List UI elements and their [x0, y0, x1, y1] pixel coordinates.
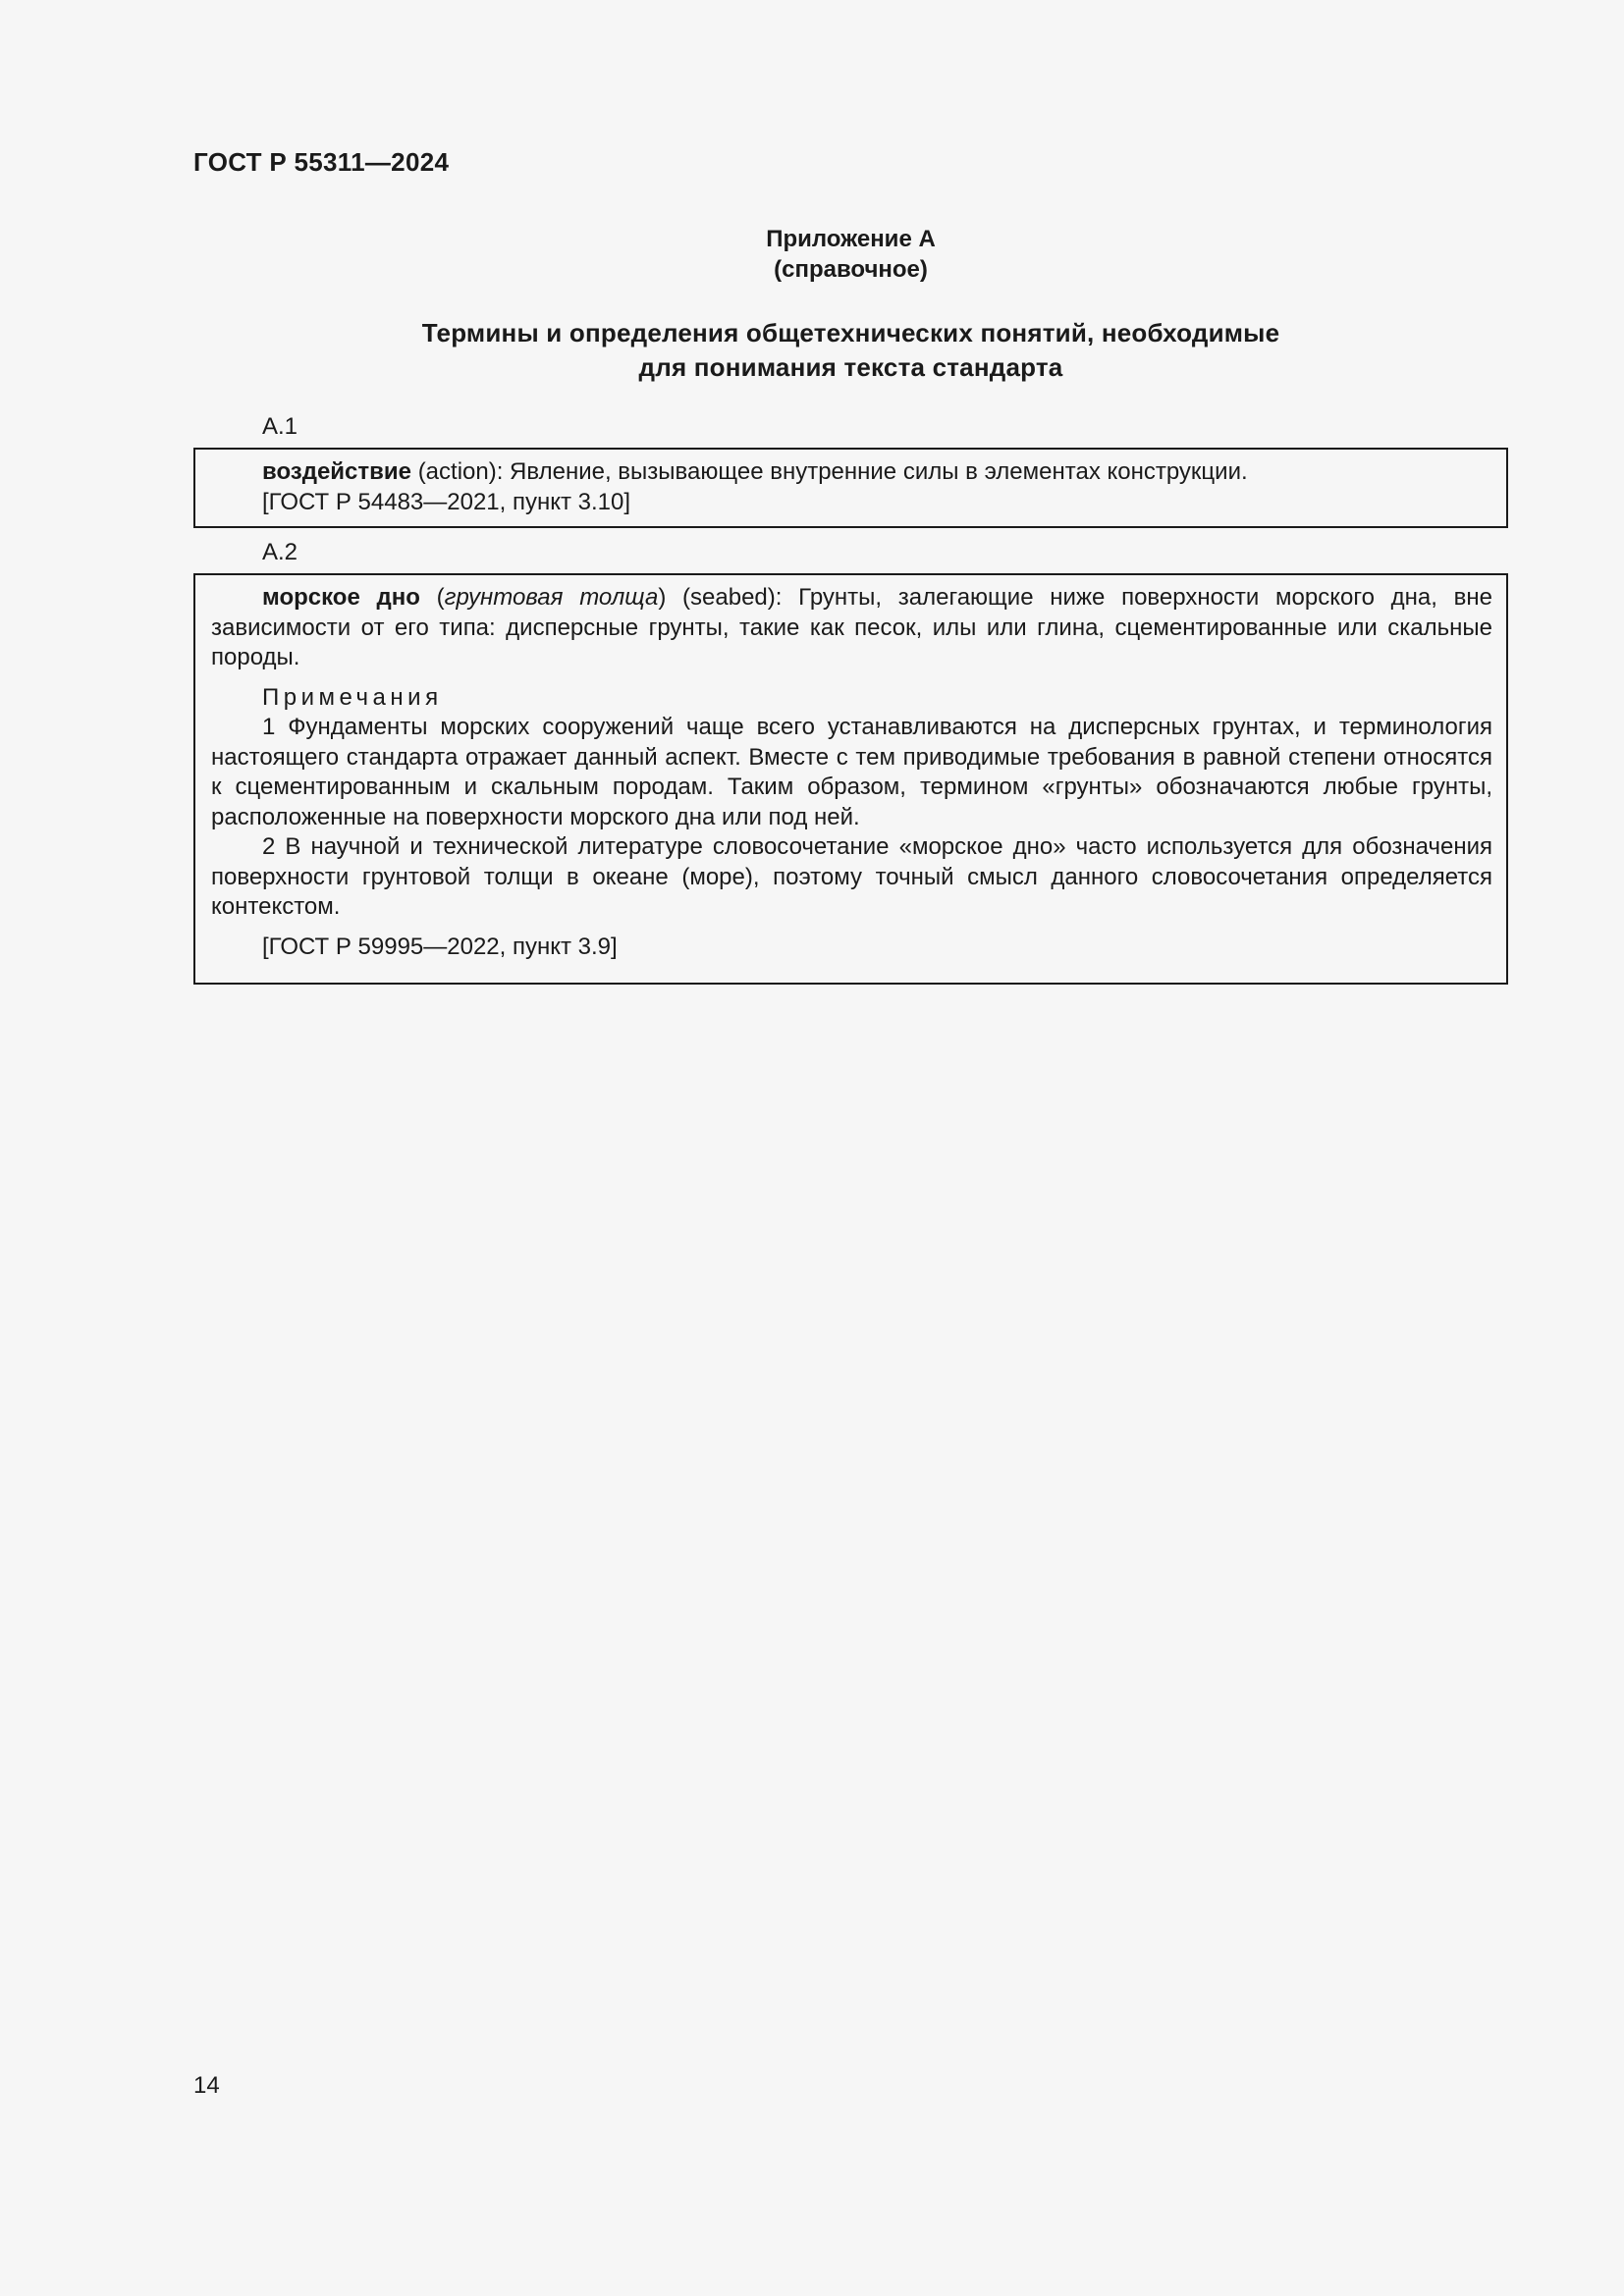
note-2: 2 В научной и технической литературе словосочетание «морское дно» часто используется для обозначения поверхности грунтовой толщи в океане (море), поэтому точный смысл данного словосочетания определяется контекстом. — [211, 833, 1492, 920]
term-name: воздействие — [262, 458, 412, 485]
appendix-kind: (справочное) — [774, 256, 928, 283]
term-definition-a1 — [211, 457, 1492, 488]
document-code: ГОСТ Р 55311—2024 — [193, 147, 450, 177]
term-source-a2: [ГОСТ Р 59995—2022, пункт 3.9] — [262, 933, 618, 960]
term-box-a2 — [193, 573, 1508, 985]
appendix-heading — [193, 224, 1508, 285]
definition-text: : Грунты, залегающие ниже поверхности морского дна, вне зависимости от его типа: дисперсные грунты, такие как песок, илы или глина, сцементированные или скальные породы. — [211, 584, 1492, 670]
appendix-label: Приложение А — [766, 226, 936, 252]
term-synonym: грунтовая толща — [444, 584, 659, 611]
term-english: (action) — [417, 458, 497, 485]
clause-number-a1: А.1 — [262, 413, 298, 440]
clause-number-a2: А.2 — [262, 539, 298, 565]
appendix-title-line2: для понимания текста стандарта — [638, 352, 1063, 382]
definition-text: : Явление, вызывающее внутренние силы в элементах конструкции. — [496, 458, 1248, 485]
term-english: (seabed) — [666, 584, 776, 611]
term-source-a1: [ГОСТ Р 54483—2021, пункт 3.10] — [262, 488, 631, 515]
page-number: 14 — [193, 2072, 220, 2099]
notes-heading: Примечания — [262, 683, 443, 711]
term-definition-a2: морское дно (грунтовая толща) (seabed): Грунты, залегающие ниже поверхности морского дна, вне зависимости от его типа: дисперсные грунты, такие как песок, илы или глина, сцементированные или скальные породы. — [211, 584, 1492, 670]
term-name: морское дно — [262, 584, 420, 611]
term-box-a1 — [193, 448, 1508, 528]
note-1: 1 Фундаменты морских сооружений чаще всего устанавливаются на дисперсных грунтах, и терминология настоящего стандарта отражает данный аспект. Вместе с тем приводимые требования в равной степени относятся к сцементированным и скальным породам. Таким образом, термином «грунты» обозначаются любые грунты, расположенные на поверхности морского дна или под ней. — [211, 714, 1492, 830]
appendix-title — [193, 316, 1508, 385]
appendix-title-line1: Термины и определения общетехнических понятий, необходимые — [421, 318, 1280, 347]
